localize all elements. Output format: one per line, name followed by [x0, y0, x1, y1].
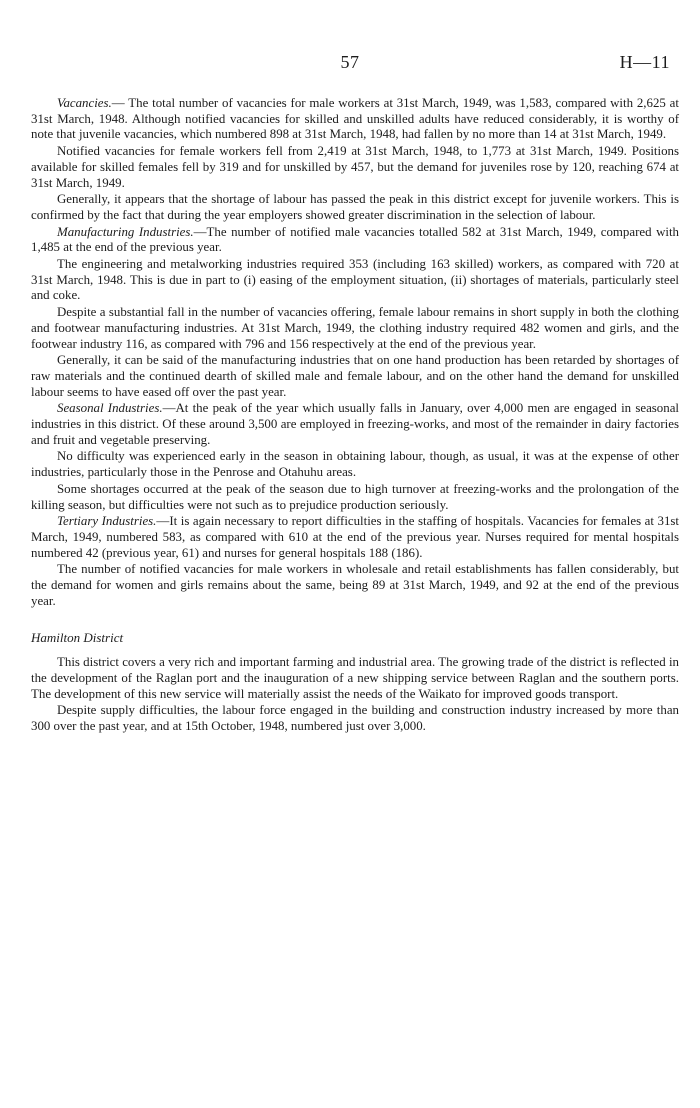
paragraph-text: Generally, it appears that the shortage of labour has passed the peak in this district except for juvenile workers. This is confirmed by the fact that during the year employers showed greater discrimination in the selection of labour. — [31, 192, 679, 222]
section-heading: Hamilton District — [31, 629, 124, 645]
paragraph — [31, 257, 679, 304]
paragraph-text: Some shortages occurred at the peak of the season due to high turnover at freezing-works and the prolongation of the killing season, but difficulties were not such as to prejudice production seriously. — [31, 481, 679, 512]
paragraph — [31, 703, 679, 734]
paragraph-text: No difficulty was experienced early in the season in obtaining labour, though, as usual, it was at the expense of other industries, particularly those in the Penrose and Otahuhu areas. — [31, 449, 679, 480]
paragraph-seasonal — [31, 401, 679, 448]
paragraph-vacancies — [31, 96, 679, 143]
body-text — [31, 96, 679, 736]
paragraph-text: —The number of notified male vacancies totalled 582 at 31st March, 1949, compared with 1,485 at the end of the previous year. — [31, 224, 679, 255]
paragraph-text: —At the peak of the year which usually falls in January, over 4,000 men are engaged in seasonal industries in this district. Of these around 3,500 are employed in freezing-works, and most of the remainder in dairy factories and fruit and vegetable preserving. — [31, 401, 679, 447]
page-reference: H—11 — [619, 52, 670, 72]
paragraph — [31, 353, 679, 400]
paragraph-text: Notified vacancies for female workers fell from 2,419 at 31st March, 1948, to 1,773 at 31st March, 1949. Positions available for skilled females fell by 319 and for unskilled by 457, but the demand for juveniles rose by 120, reaching 674 at 31st March, 1949. — [31, 144, 679, 190]
paragraph — [31, 449, 679, 480]
paragraph — [31, 305, 679, 352]
paragraph-text: — The total number of vacancies for male workers at 31st March, 1949, was 1,583, compared with 2,625 at 31st March, 1948. Although notified vacancies for skilled and unskilled adults have reduced considerably, it is worthy of note that juvenile vacancies, which numbered 898 at 31st March, 1948, had fallen by no more than 14 at 31st March, 1949. — [31, 96, 679, 142]
paragraph-text: —It is again necessary to report difficulties in the staffing of hospitals. Vacancies for females at 31st March, 1949, numbered 583, as compared with 610 at the end of the previous year. Nurses required for mental hospitals numbered 42 (previous year, 61) and nurses for general hospitals 188 (186). — [31, 514, 680, 560]
paragraph-tertiary — [31, 514, 679, 561]
page-number: 57 — [340, 52, 360, 72]
paragraph-text: Despite a substantial fall in the number of vacancies offering, female labour remains in short supply in both the clothing and footwear manufacturing industries. At 31st March, 1949, the clothing industry required 482 women and girls, and the footwear industry 116, as compared with 796 and 156 respectively at the end of the previous year. — [31, 305, 679, 351]
paragraph — [31, 562, 679, 609]
paragraph-manufacturing — [31, 225, 679, 256]
paragraph-lead: Manufacturing Industries. — [57, 224, 194, 239]
paragraph-lead: Tertiary Industries. — [57, 514, 157, 529]
paragraph — [31, 144, 679, 191]
paragraph-text: This district covers a very rich and important farming and industrial area. The growing trade of the district is reflected in the development of the Raglan port and the inauguration of a new shipping service between Raglan and the southern ports. The development of this new service will materially assist the needs of the Waikato for improved goods transport. — [31, 655, 679, 701]
paragraph-text: Generally, it can be said of the manufacturing industries that on one hand production has been retarded by shortages of raw materials and the continued dearth of skilled male and female labour, and on the other hand the demand for unskilled labour seems to have eased off over the past year. — [31, 353, 679, 399]
paragraph — [31, 192, 679, 223]
paragraph-text: The engineering and metalworking industries required 353 (including 163 skilled) workers, as compared with 720 at 31st March, 1948. This is due in part to (i) easing of the employment situation, (ii) shortages of materials, particularly steel and coke. — [31, 257, 679, 303]
paragraph-text: Despite supply difficulties, the labour force engaged in the building and construction industry increased by more than 300 over the past year, and at 15th October, 1948, numbered just over 3,000. — [31, 703, 679, 734]
paragraph-text: The number of notified vacancies for male workers in wholesale and retail establishments has fallen considerably, but the demand for women and girls remains about the same, being 89 at 31st March, 1949, and 92 at the end of the previous year. — [31, 562, 679, 608]
paragraph-lead: Seasonal Industries. — [57, 401, 163, 416]
paragraph — [31, 482, 679, 513]
paragraph-lead: Vacancies. — [57, 96, 112, 110]
paragraph — [31, 655, 679, 702]
